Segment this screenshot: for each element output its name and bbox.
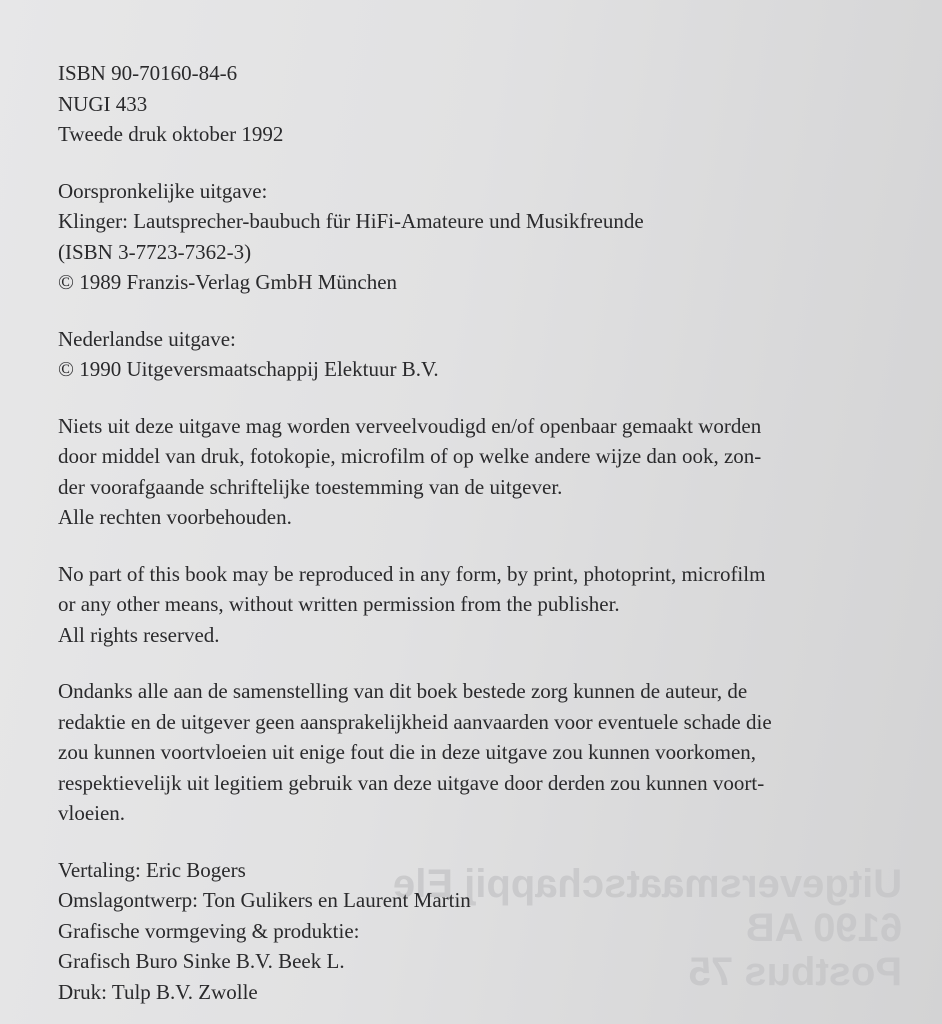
credits-block: [58, 855, 908, 1008]
original-edition-heading: Oorspronkelijke uitgave:: [58, 178, 268, 203]
original-edition-title: Klinger: Lautsprecher-baubuch für HiFi-Amateure und Musikfreunde: [58, 209, 644, 233]
design-credit: Grafisch Buro Sinke B.V. Beek L.: [58, 949, 345, 973]
paragraph-line: or any other means, without written permission from the publisher.: [58, 592, 620, 616]
paragraph-line: zou kunnen voortvloeien uit enige fout die in deze uitgave zou kunnen voorkomen,: [58, 740, 757, 764]
paragraph-line: Niets uit deze uitgave mag worden verveelvoudigd en/of openbaar gemaakt worden: [58, 413, 762, 438]
paragraph-line: vloeien.: [58, 801, 126, 825]
original-edition-isbn: (ISBN 3-7723-7362-3): [58, 239, 252, 264]
printing-credit: Druk: Tulp B.V. Zwolle: [58, 979, 258, 1004]
bleed-line: Postbus 75: [688, 950, 902, 994]
translation-credit: Vertaling: Eric Bogers: [58, 857, 246, 882]
paragraph-line: redaktie en de uitgever geen aansprakelijkheid aanvaarden voor eventuele schade die: [58, 709, 772, 734]
original-edition-copyright: © 1989 Franzis-Verlag GmbH München: [58, 270, 398, 294]
paragraph-line: All rights reserved.: [58, 622, 220, 647]
paragraph-line: der voorafgaande schriftelijke toestemming van de uitgever.: [58, 474, 563, 499]
dutch-edition-block: [58, 324, 908, 385]
paragraph-line: Alle rechten voorbehouden.: [58, 505, 292, 529]
rights-english-paragraph: [58, 559, 908, 651]
isbn-line: ISBN 90-70160-84-6: [58, 61, 238, 85]
colophon: [58, 58, 908, 1024]
paragraph-line: respektievelijk uit legitiem gebruik van deze uitgave door derden zou kunnen voort-: [58, 770, 765, 795]
paragraph-line: door middel van druk, fotokopie, microfilm of op welke andere wijze dan ook, zon-: [58, 444, 762, 468]
dutch-edition-copyright: © 1990 Uitgeversmaatschappij Elektuur B.V.: [58, 357, 439, 381]
dutch-edition-heading: Nederlandse uitgave:: [58, 326, 236, 351]
design-heading: Grafische vormgeving & produktie:: [58, 918, 360, 943]
original-edition-block: [58, 176, 908, 298]
rights-dutch-paragraph: [58, 411, 908, 533]
edition-line: Tweede druk oktober 1992: [58, 122, 284, 146]
cover-credit: Omslagontwerp: Ton Gulikers en Laurent Martin: [58, 888, 471, 912]
disclaimer-paragraph: [58, 676, 908, 829]
paragraph-line: No part of this book may be reproduced in any form, by print, photoprint, microfilm: [58, 561, 766, 586]
nugi-line: NUGI 433: [58, 91, 148, 116]
bibliographic-block: [58, 58, 908, 150]
bleed-line: 6190 AB: [745, 906, 902, 950]
paragraph-line: Ondanks alle aan de samenstelling van dit boek bestede zorg kunnen de auteur, de: [58, 679, 748, 703]
bleed-line: Uitgeversmaatschappij Ele: [392, 862, 902, 906]
